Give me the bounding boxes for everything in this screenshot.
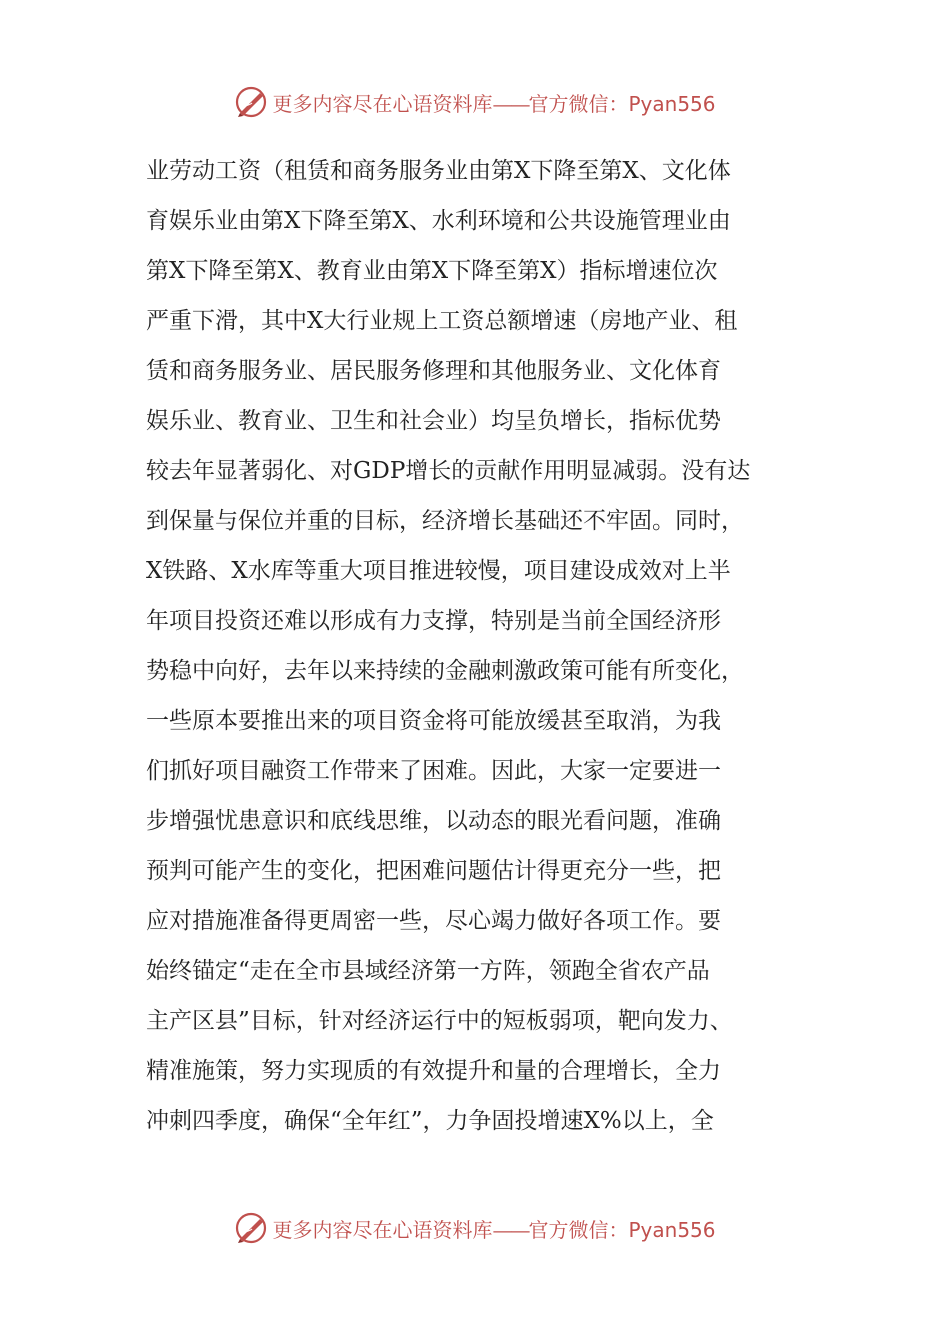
text-line: 到保量与保位并重的目标，经济增长基础还不牢固。同时， <box>146 508 744 534</box>
text-line: 业劳动工资（租赁和商务服务业由第X下降至第X、文化体 <box>146 158 731 184</box>
text-line: 冲刺四季度，确保“全年红”，力争固投增速X%以上，全 <box>146 1108 714 1134</box>
pen-logo-icon <box>234 85 268 119</box>
banner-wechat-label: 官方微信： <box>528 91 629 116</box>
text-line: 较去年显著弱化、对GDP增长的贡献作用明显减弱。没有达 <box>146 458 751 484</box>
text-line: 始终锚定“走在全市县域经济第一方阵，领跑全省农产品 <box>146 958 710 984</box>
text-line: 步增强忧患意识和底线思维，以动态的眼光看问题，准确 <box>146 808 721 834</box>
banner-text <box>272 88 715 117</box>
text-line: 育娱乐业由第X下降至第X、水利环境和公共设施管理业由 <box>146 208 731 234</box>
text-line: 预判可能产生的变化，把困难问题估计得更充分一些，把 <box>146 858 721 884</box>
banner-text <box>272 1214 715 1243</box>
text-line: 应对措施准备得更周密一些，尽心竭力做好各项工作。要 <box>146 908 721 934</box>
banner-wechat-id: Pyan556 <box>628 1217 716 1242</box>
text-line: X铁路、X水库等重大项目推进较慢，项目建设成效对上半 <box>146 558 731 584</box>
banner-wechat-label: 官方微信： <box>528 1217 629 1242</box>
banner-main-text: 更多内容尽在心语资料库 <box>272 1217 493 1242</box>
banner-separator: —— <box>492 1217 529 1242</box>
banner-wechat-id: Pyan556 <box>628 91 716 116</box>
header-banner <box>0 82 950 122</box>
footer-banner <box>0 1208 950 1248</box>
text-line: 一些原本要推出来的项目资金将可能放缓甚至取消，为我 <box>146 708 721 734</box>
text-line: 年项目投资还难以形成有力支撑，特别是当前全国经济形 <box>146 608 721 634</box>
text-line: 第X下降至第X、教育业由第X下降至第X）指标增速位次 <box>146 258 718 284</box>
text-line: 们抓好项目融资工作带来了困难。因此，大家一定要进一 <box>146 758 721 784</box>
document-body <box>146 146 806 1146</box>
text-line: 严重下滑，其中X大行业规上工资总额增速（房地产业、租 <box>146 308 738 334</box>
text-line: 赁和商务服务业、居民服务修理和其他服务业、文化体育 <box>146 358 721 384</box>
text-line: 精准施策，努力实现质的有效提升和量的合理增长，全力 <box>146 1058 721 1084</box>
banner-separator: —— <box>492 91 529 116</box>
pen-logo-icon <box>234 1211 268 1245</box>
text-line: 势稳中向好，去年以来持续的金融刺激政策可能有所变化， <box>146 658 744 684</box>
text-line: 娱乐业、教育业、卫生和社会业）均呈负增长，指标优势 <box>146 408 721 434</box>
text-line: 主产区县”目标，针对经济运行中的短板弱项，靶向发力、 <box>146 1008 733 1034</box>
banner-main-text: 更多内容尽在心语资料库 <box>272 91 493 116</box>
